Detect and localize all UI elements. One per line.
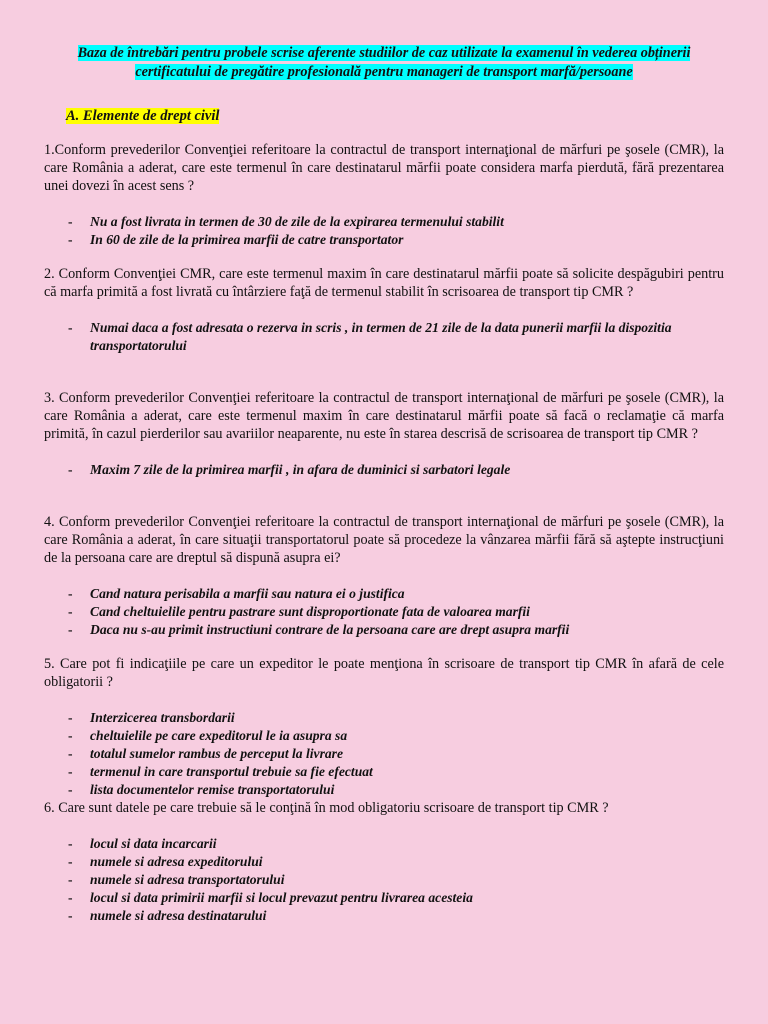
- answer-item: - Cand cheltuielile pentru pastrare sunt disproportionate fata de valoarea marfii: [68, 604, 530, 619]
- question-4: 4. Conform prevederilor Convenţiei referitoare la contractul de transport internaţional de mărfuri pe şosele (CMR), la care România a aderat, în care situaţii transportatorul poate să procedeze la vânzarea mărfii fără să aştepte instrucţiuni de la persoana care are dreptul să dispună asupra ei?: [44, 514, 724, 566]
- answers-5: [44, 709, 724, 799]
- answer-item: - numele si adresa destinatarului: [68, 908, 267, 923]
- answer-item: - numele si adresa expeditorului: [68, 854, 263, 869]
- answers-2: [44, 319, 724, 355]
- answers-1: [44, 213, 724, 249]
- answer-item: - Daca nu s-au primit instructiuni contrare de la persoana care are drept asupra marfii: [68, 622, 570, 637]
- answer-item: - Nu a fost livrata in termen de 30 de zile de la expirarea termenului stabilit: [68, 214, 504, 229]
- answers-3: [44, 461, 724, 479]
- question-6: 6. Care sunt datele pe care trebuie să le conţină în mod obligatoriu scrisoare de transport tip CMR ?: [44, 800, 609, 816]
- question-1: 1.Conform prevederilor Convenţiei referitoare la contractul de transport internaţional de mărfuri pe şosele (CMR), la care România a aderat, care este termenul în care destinatarul mărfii poate considera marfa pierdută, fără prezentarea unei dovezi în acest sens ?: [44, 142, 724, 194]
- answer-item: - Numai daca a fost adresata o rezerva in scris , in termen de 21 zile de la data punerii marfii la dispozitia transportatorului: [68, 320, 672, 353]
- answer-item: - locul si data primirii marfii si locul prevazut pentru livrarea acesteia: [68, 890, 473, 905]
- answer-item: - Cand natura perisabila a marfii sau natura ei o justifica: [68, 586, 405, 601]
- answer-item: - In 60 de zile de la primirea marfii de catre transportator: [68, 232, 404, 247]
- answers-4: [44, 585, 724, 639]
- answer-item: - numele si adresa transportatorului: [68, 872, 285, 887]
- title-line-2: certificatului de pregătire profesională pentru manageri de transport marfă/persoane: [135, 64, 633, 80]
- answers-6: [44, 835, 724, 925]
- document-page: [44, 44, 724, 925]
- section-heading: A. Elemente de drept civil: [66, 108, 220, 124]
- question-5: 5. Care pot fi indicaţiile pe care un expeditor le poate menţiona în scrisoare de transport tip CMR în afară de cele obligatorii ?: [44, 656, 724, 690]
- answer-item: - lista documentelor remise transportatorului: [68, 782, 335, 797]
- answer-item: - Interzicerea transbordarii: [68, 710, 235, 725]
- title-line-1: Baza de întrebări pentru probele scrise aferente studiilor de caz utilizate la examenul în vederea obținerii: [77, 45, 691, 61]
- answer-item: - totalul sumelor rambus de perceput la livrare: [68, 746, 344, 761]
- answer-item: - Maxim 7 zile de la primirea marfii , in afara de duminici si sarbatori legale: [68, 462, 511, 477]
- answer-item: - termenul in care transportul trebuie sa fie efectuat: [68, 764, 373, 779]
- answer-item: - locul si data incarcarii: [68, 836, 217, 851]
- answer-item: - cheltuielile pe care expeditorul le ia asupra sa: [68, 728, 348, 743]
- question-3: 3. Conform prevederilor Convenţiei referitoare la contractul de transport internaţional de mărfuri pe şosele (CMR), la care România a aderat, care este termenul maxim în care destinatarul mărfii poate să facă o reclamaţie că marfa primită, în cazul pierderilor sau avariilor neaparente, nu este în starea descrisă de scrisoarea de transport tip CMR ?: [44, 390, 724, 442]
- document-title: [44, 44, 724, 82]
- question-2: 2. Conform Convenţiei CMR, care este termenul maxim în care destinatarul mărfii poate să solicite despăgubiri pentru că marfa primită a fost livrată cu întârziere faţă de termenul stabilit în scrisoarea de transport tip CMR ?: [44, 266, 724, 300]
